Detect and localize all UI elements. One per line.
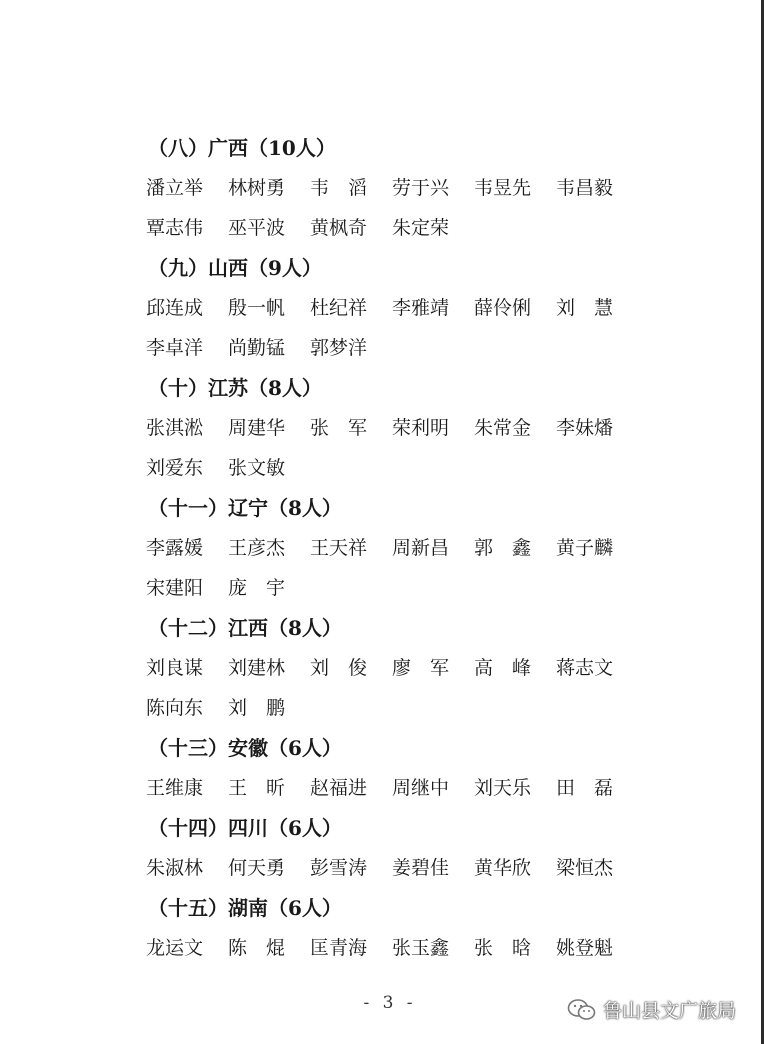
name-row [146, 768, 646, 808]
person-name: 周新昌 [392, 537, 450, 559]
name-row [146, 928, 646, 968]
person-name: 刘 俊 [310, 657, 368, 679]
person-name: 蒋志文 [556, 657, 614, 679]
person-name: 王维康 [146, 777, 204, 799]
person-name: 刘天乐 [474, 777, 532, 799]
person-name: 刘建林 [228, 657, 286, 679]
person-name: 郭梦洋 [310, 337, 368, 359]
person-name: 张玉鑫 [392, 937, 450, 959]
section-title: （八）广西（10人） [148, 136, 336, 160]
person-name: 郭 鑫 [474, 537, 532, 559]
document-body [146, 128, 646, 968]
person-name: 刘 慧 [556, 297, 614, 319]
section-title: （十四）四川（6人） [148, 816, 342, 840]
person-name: 巫平波 [228, 217, 286, 239]
person-name: 朱定荣 [392, 217, 450, 239]
person-name: 姜碧佳 [392, 857, 450, 879]
person-name: 荣利明 [392, 417, 450, 439]
person-name: 陈 焜 [228, 937, 286, 959]
person-name: 李妹燔 [556, 417, 614, 439]
person-name: 何天勇 [228, 857, 286, 879]
name-row [146, 208, 646, 248]
person-name: 朱淑林 [146, 857, 204, 879]
person-name: 高 峰 [474, 657, 532, 679]
section-title: （十）江苏（8人） [148, 376, 322, 400]
person-name: 王天祥 [310, 537, 368, 559]
person-name: 李卓洋 [146, 337, 204, 359]
person-name: 张 军 [310, 417, 368, 439]
person-name: 张 晗 [474, 937, 532, 959]
person-name: 劳于兴 [392, 177, 450, 199]
section-title: （十三）安徽（6人） [148, 736, 342, 760]
person-name: 周继中 [392, 777, 450, 799]
section-title: （十一）辽宁（8人） [148, 496, 342, 520]
person-name: 尚勤锰 [228, 337, 286, 359]
person-name: 刘 鹏 [228, 697, 286, 719]
person-name: 刘良谋 [146, 657, 204, 679]
name-row [146, 408, 646, 448]
person-name: 刘爱东 [146, 457, 204, 479]
person-name: 殷一帆 [228, 297, 286, 319]
person-name: 韦昌毅 [556, 177, 614, 199]
section-title: （十二）江西（8人） [148, 616, 342, 640]
person-name: 李露媛 [146, 537, 204, 559]
watermark-text: 鲁山县文广旅局 [602, 1000, 736, 1022]
name-row [146, 568, 646, 608]
name-row [146, 168, 646, 208]
person-name: 朱常金 [474, 417, 532, 439]
person-name: 田 磊 [556, 777, 614, 799]
name-row [146, 848, 646, 888]
person-name: 周建华 [228, 417, 286, 439]
person-name: 彭雪涛 [310, 857, 368, 879]
person-name: 廖 军 [392, 657, 450, 679]
person-name: 覃志伟 [146, 217, 204, 239]
name-row [146, 328, 646, 368]
person-name: 宋建阳 [146, 577, 204, 599]
person-name: 龙运文 [146, 937, 204, 959]
person-name: 张淇淞 [146, 417, 204, 439]
person-name: 梁恒杰 [556, 857, 614, 879]
person-name: 黄枫奇 [310, 217, 368, 239]
person-name: 张文敏 [228, 457, 286, 479]
person-name: 黄子麟 [556, 537, 614, 559]
person-name: 韦 滔 [310, 177, 368, 199]
wechat-icon [567, 998, 597, 1022]
person-name: 薛伶俐 [474, 297, 532, 319]
section-title: （十五）湖南（6人） [148, 896, 342, 920]
person-name: 姚登魁 [556, 937, 614, 959]
name-row [146, 648, 646, 688]
person-name: 黄华欣 [474, 857, 532, 879]
person-name: 王 昕 [228, 777, 286, 799]
person-name: 陈向东 [146, 697, 204, 719]
name-row [146, 288, 646, 328]
person-name: 杜纪祥 [310, 297, 368, 319]
name-row [146, 528, 646, 568]
page-number: - 3 - [363, 993, 417, 1013]
watermark [567, 996, 736, 1023]
person-name: 林树勇 [228, 177, 286, 199]
person-name: 匡青海 [310, 937, 368, 959]
person-name: 王彦杰 [228, 537, 286, 559]
person-name: 潘立举 [146, 177, 204, 199]
person-name: 李雅靖 [392, 297, 450, 319]
person-name: 韦昱先 [474, 177, 532, 199]
name-row [146, 688, 646, 728]
person-name: 赵福进 [310, 777, 368, 799]
person-name: 庞 宇 [228, 577, 286, 599]
person-name: 邱连成 [146, 297, 204, 319]
name-row [146, 448, 646, 488]
section-title: （九）山西（9人） [148, 256, 322, 280]
